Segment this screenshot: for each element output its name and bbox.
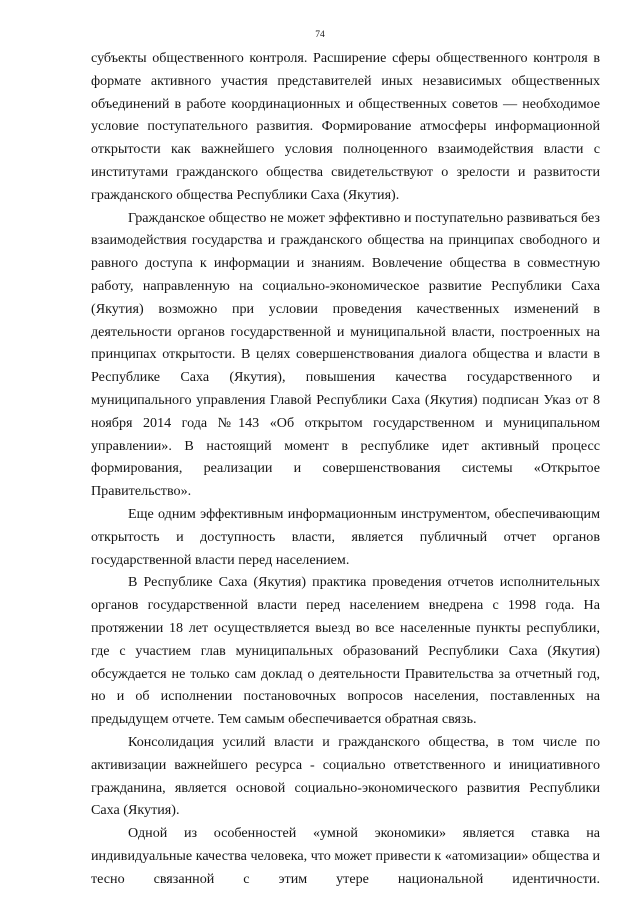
paragraph-civil-society: Гражданское общество не может эффективно и поступательно развиваться без взаимодействия государства и гражданского общества на принципах свободного и равного доступа к информации и знаниям. Вовлечение общества в совместную работу, направленную на социально-экономическое развитие Республики Саха (Якутия) возможно при условии проведения качественных изменений в деятельности органов государственной и муниципальной власти, построенных на принципах открытости. В целях совершенствования диалога общества и власти в Республике Саха (Якутия), повышения качества государственного и муниципального управления Главой Республики Саха (Якутия) подписан Указ от 8 ноября 2014 года №143 «Об открытом государственном и муниципальном управлении». В настоящий момент в республике идет активный процесс формирования, реализации и совершенствования системы «Открытое Правительство». xyxy=(91,209,600,500)
paragraph-smart-economy: Одной из особенностей «умной экономики» является ставка на индивидуальные качества человека, что может привести к «атомизации» общества и тесно связанной с этим утере национальной идентичности. xyxy=(91,825,600,887)
body-text xyxy=(91,47,600,890)
paragraph-public-control: субъекты общественного контроля. Расширение сферы общественного контроля в формате активного участия представителей иных независимых общественных объединений в работе координационных и общественных советов — необходимое условие поступательного развития. Формирование атмосферы информационной открытости как важнейшего условия полноценного взаимодействия власти с институтами гражданского общества свидетельствуют о зрелости и развитости гражданского общества Республики Саха (Якутия). xyxy=(91,50,600,203)
paragraph-public-report: Еще одним эффективным информационным инструментом, обеспечивающим открытость и доступность власти, является публичный отчет органов государственной власти перед населением. xyxy=(91,505,600,568)
paragraph-reporting-practice: В Республике Саха (Якутия) практика проведения отчетов исполнительных органов государственной власти перед населением внедрена с 1998 года. На протяжении 18 лет осуществляется выезд во все населенные пункты республики, где с участием глав муниципальных образований Республики Саха (Якутия) обсуждается не только сам доклад о деятельности Правительства за отчетный год, но и об исполнении постановочных вопросов населения, поставленных на предыдущем отчете. Тем самым обеспечивается обратная связь. xyxy=(91,574,600,728)
paragraph-consolidation: Консолидация усилий власти и гражданского общества, в том числе по активизации важнейшего ресурса - социально ответственного и инициативного гражданина, является основой социально-экономического развития Республики Саха (Якутия). xyxy=(91,733,600,819)
page-number: 74 xyxy=(315,30,325,40)
